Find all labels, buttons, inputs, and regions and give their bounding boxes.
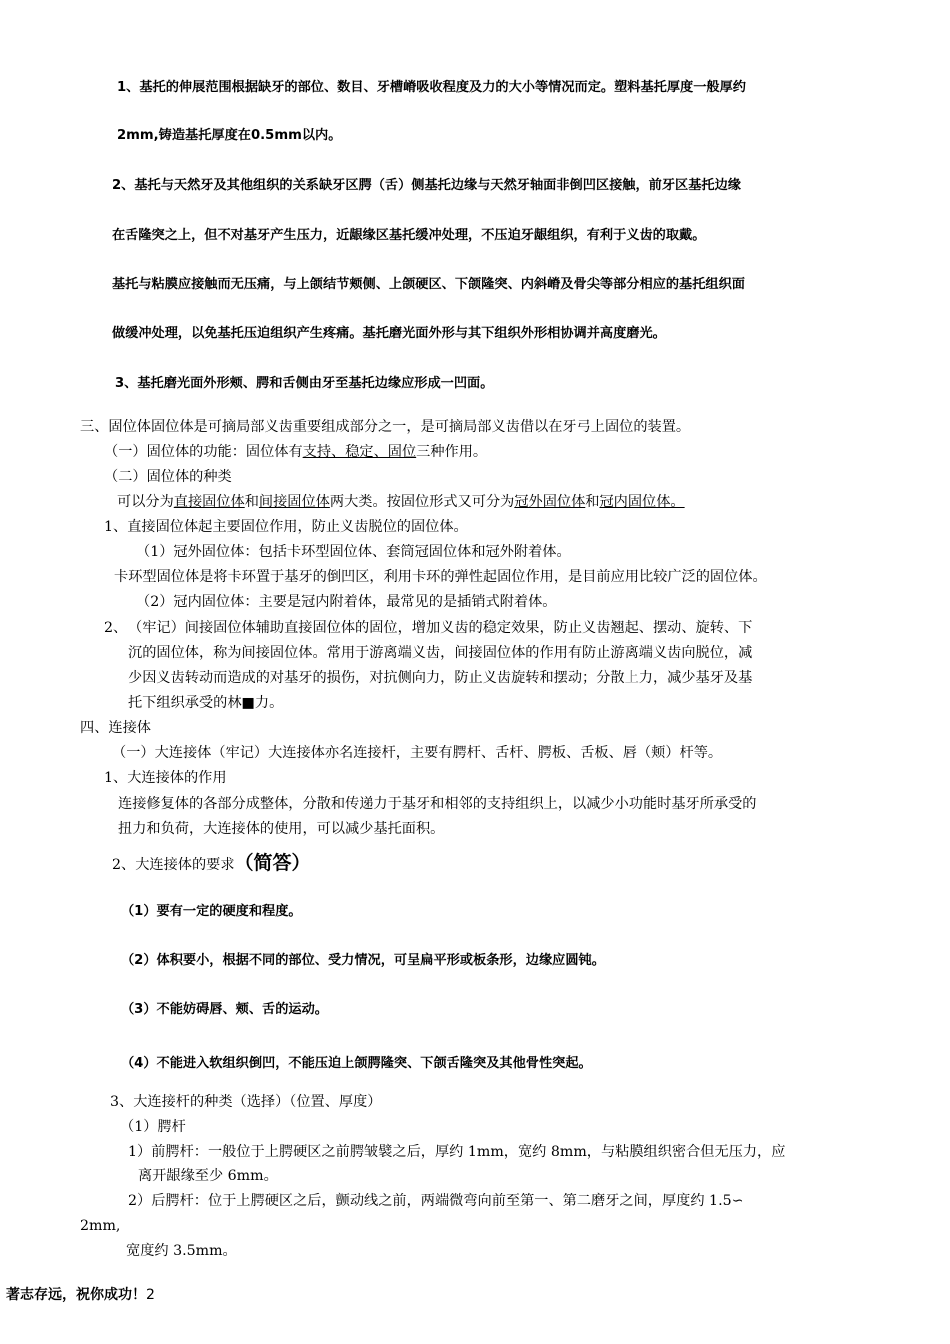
indirect-retainer-line-4: 托下组织承受的林■力。	[128, 695, 284, 711]
requirement-2: （2）体积要小，根据不同的部位、受力情况，可呈扁平形或板条形，边缘应圆钝。	[121, 953, 605, 968]
indirect-retainer-number: 2、	[104, 620, 128, 636]
clasp-retainer: 卡环型固位体是将卡环置于基牙的倒凹区，利用卡环的弹性起固位作用，是目前应用比较广泛的固位体。	[114, 569, 767, 585]
retainer-function: （一）固位体的功能：固位体有支持、稳定、固位三种作用。	[104, 444, 488, 460]
connector-function-heading: 1、大连接体的作用	[104, 770, 227, 786]
requirement-1: （1）要有一定的硬度和程度。	[121, 904, 302, 919]
posterior-palatal-bar-line-1: 2）后腭杆：位于上腭硬区之后，颤动线之前，两端微弯向前至第一、第二磨牙之间，厚度约 1.5∽	[128, 1193, 744, 1209]
connector-requirements-heading: 2、大连接体的要求（简答）	[112, 852, 311, 874]
page-number: 2	[146, 1287, 155, 1303]
posterior-palatal-bar-line-3: 宽度约 3.5mm。	[126, 1243, 237, 1259]
connector-kinds-heading: 3、大连接杆的种类（选择）（位置、厚度）	[110, 1094, 382, 1110]
base-relation-line-3: 基托与粘膜应接触而无压痛，与上颌结节颊侧、上颌硬区、下颌隆突、内斜嵴及骨尖等部分相应的基托组织面	[112, 277, 745, 292]
indirect-retainer-line-1: （牢记）间接固位体辅助直接固位体的固位，增加义齿的稳定效果，防止义齿翘起、摆动、旋转、下	[128, 620, 753, 636]
direct-retainer: 1、直接固位体起主要固位作用，防止义齿脱位的固位体。	[104, 519, 468, 535]
connector-heading: 四、连接体	[80, 720, 151, 736]
requirement-3: （3）不能妨碍唇、颊、舌的运动。	[121, 1002, 328, 1017]
retainer-heading: 三、固位体固位体是可摘局部义齿重要组成部分之一，是可摘局部义齿借以在牙弓上固位的装置。	[80, 419, 691, 435]
footer-motto: 著志存远，祝你成功！	[6, 1287, 146, 1303]
base-relation-line-4: 做缓冲处理，以免基托压迫组织产生疼痛。基托磨光面外形与其下组织外形相协调并高度磨光。	[112, 326, 666, 341]
intracoronal-retainer: （2）冠内固位体：主要是冠内附着体，最常见的是插销式附着体。	[136, 594, 557, 610]
connector-function-line-2: 扭力和负荷，大连接体的使用，可以减少基托面积。	[118, 821, 445, 837]
base-polished-surface: 3、基托磨光面外形颊、腭和舌侧由牙至基托边缘应形成一凹面。	[115, 376, 494, 391]
retainer-types-heading: （二）固位体的种类	[104, 469, 232, 485]
anterior-palatal-bar-line-1: 1）前腭杆：一般位于上腭硬区之前腭皱襞之后，厚约 1mm，宽约 8mm，与粘膜组织密合但无压力，应	[128, 1144, 786, 1160]
indirect-retainer-line-3: 少因义齿转动而造成的对基牙的损伤，对抗侧向力，防止义齿旋转和摆动；分散上力，减少基牙及基	[128, 670, 753, 686]
connector-function-line-1: 连接修复体的各部分成整体，分散和传递力于基牙和相邻的支持组织上，以减少小功能时基牙所承受的	[118, 796, 757, 812]
requirement-4: （4）不能进入软组织倒凹，不能压迫上颌腭隆突、下颌舌隆突及其他骨性突起。	[121, 1056, 592, 1071]
palatal-bar-heading: （1）腭杆	[120, 1119, 186, 1135]
posterior-palatal-bar-line-2: 2mm,	[80, 1218, 121, 1234]
anterior-palatal-bar-line-2: 离开龈缘至少 6mm。	[138, 1168, 278, 1184]
major-connector: （一）大连接体（牢记）大连接体亦名连接杆，主要有腭杆、舌杆、腭板、舌板、唇（颊）杆等。	[112, 745, 723, 761]
base-extent-line-2: 2mm,铸造基托厚度在0.5mm以内。	[117, 128, 342, 143]
base-relation-line-1: 2、基托与天然牙及其他组织的关系缺牙区腭（舌）侧基托边缘与天然牙轴面非倒凹区接触，前牙区基托边缘	[112, 178, 741, 193]
base-relation-line-2: 在舌隆突之上，但不对基牙产生压力，近龈缘区基托缓冲处理，不压迫牙龈组织，有利于义齿的取戴。	[112, 228, 706, 243]
indirect-retainer-line-2: 沉的固位体，称为间接固位体。常用于游离端义齿，间接固位体的作用有防止游离端义齿向脱位，减	[128, 645, 753, 661]
base-extent-line-1: 1、基托的伸展范围根据缺牙的部位、数目、牙槽嵴吸收程度及力的大小等情况而定。塑料基托厚度一般厚约	[117, 80, 746, 95]
extracoronal-retainer: （1）冠外固位体：包括卡环型固位体、套筒冠固位体和冠外附着体。	[136, 544, 571, 560]
footer	[6, 1287, 155, 1304]
retainer-classification: 可以分为直接固位体和间接固位体两大类。按固位形式又可分为冠外固位体和冠内固位体。	[117, 494, 685, 510]
